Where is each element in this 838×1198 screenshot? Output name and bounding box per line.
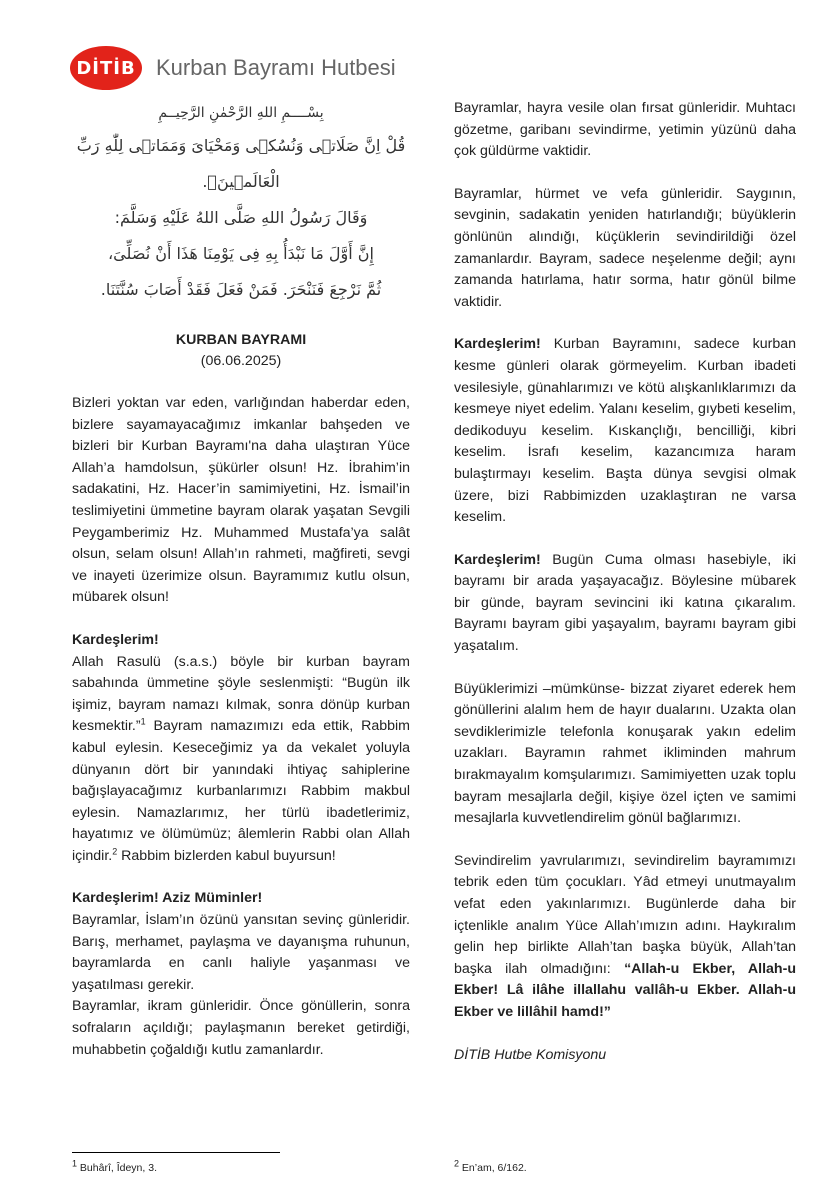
logo-text: DİTİB bbox=[76, 57, 136, 79]
footnote-1 bbox=[72, 1158, 157, 1174]
paragraph-hadith-part-1: Allah Rasulü (s.a.s.) böyle bir kurban bayram sabahında ümmetine şöyle seslenmişti: “Bugün ilk işimiz, bayram namazı kılmak, sonra dönüp kurban kesmektir.” bbox=[72, 653, 410, 735]
paragraph-text: Sevindirelim yavrularımızı, sevindirelim bayramımızı tebrik eden tüm çocukları. Yâd etmeyi unutmayalım vefat eden yakınlarımızı. Bugünlerde daha bir içtenlikle analım Yüce Allah’ımızın adını. Haykıralım gelin hep birlikte Allah’tan başka büyük, Allah’tan başka ilah olmadığını: bbox=[454, 852, 796, 977]
paragraph-text: Bugün Cuma olması hasebiyle, iki bayramı bir arada yaşayacağız. Böylesine mübarek bir günde, bayram sevincini iki katına çıkaralım. Bayramı bayram gibi yaşayalım, bayramı bayram gibi yaşatalım. bbox=[454, 551, 796, 655]
heading-aziz-muminler bbox=[72, 888, 410, 910]
heading-text: Kardeşlerim! bbox=[72, 631, 159, 648]
arabic-hadith-line-1: إِنَّ أَوَّلَ مَا نَبْدَأُ بِهِ فِى يَوْمِنَا هَذَا أَنْ نُصَلِّىَ، bbox=[108, 244, 374, 263]
page-header bbox=[70, 44, 396, 92]
takbir-text: “Allah-u Ekber, Allah-u Ekber! Lâ ilâhe illallahu vallâh-u Ekber. Allah-u Ekber ve lillâhil hamd!” bbox=[454, 960, 796, 1020]
ditib-logo bbox=[70, 46, 142, 90]
paragraph-firsat: Bayramlar, hayra vesile olan fırsat günleridir. Muhtacı gözetme, garibanı sevindirme, yetimin yüzünü daha çok güldürme vaktidir. bbox=[454, 100, 796, 160]
paragraph-hadith-part-2: Bayram namazımızı eda ettik, Rabbim kabul eylesin. Kesecеğimiz ya da vekalet yoluyla dünyanın dört bir yanındaki ihtiyaç sahiplerine bağışlayacağımız kurbanlarımızı Rabbim makbul eylesin. Namazlarımız, her türlü ibadetlerimiz, hayatımız ve ölümümüz; âlemlerin Rabbi olan Allah içindir. bbox=[72, 718, 410, 864]
inline-bold: Kardeşlerim! bbox=[454, 336, 541, 353]
arabic-hadith-intro: وَقَالَ رَسُولُ اللهِ صَلَّى اللهُ عَلَيْهِ وَسَلَّمَ: bbox=[114, 208, 368, 227]
paragraph-bayram-sevinc: Bayramlar, İslam’ın özünü yansıtan sevinç günleridir. Barış, merhamet, paylaşma ve dayanışma ruhunun, bayramlarda en canlı haliyle yaşanması ve yaşatılması gerekir. bbox=[72, 912, 410, 993]
paragraph-intro: Bizleri yoktan var eden, varlığından haberdar eden, bizlere sayamayacağımız imkanlar bahşeden ve bizleri bir Kurban Bayramı'na daha ulaştıran Yüce Allah’a hamdolsun, şükürler olsun! Hz. İbrahim’in sadakatini, Hz. Hacer’in samimiyetini, Hz. İsmail’in teslimiyetini ümmetine bayram olarak yaşatan Sevgili Peygamberimiz Hz. Muhammed Mustafa’ya salât olsun, selam olsun! Allah’ın rahmeti, mağfireti, sevgi ve inayeti üzerimize olsun. Bayramımız kutlu olsun, mübarek olsun! bbox=[72, 395, 410, 606]
right-column bbox=[454, 98, 796, 1066]
signature: DİTİB Hutbe Komisyonu bbox=[454, 1046, 607, 1063]
paragraph-bayram-ikram: Bayramlar, ikram günleridir. Önce gönüllerin, sonra sofraların açıldığı; paylaşmanın bereket getirdiği, muhabbetin çoğaldığı kutlu zamanlardır. bbox=[72, 998, 410, 1058]
footnote-number: 2 bbox=[454, 1158, 460, 1169]
paragraph-ziyaret: Büyüklerimizi –mümkünse- bizzat ziyaret ederek hem gönüllerini alalım hem de hayır dualarını. Uzakta olan sevdiklerimizle telefonla konuşarak yakın edelim uzakları. Bayramın rahmet ikliminden mahrum bırakmayalım komşularımızı. Samimiyetten uzak toplu bayram mesajlarla değil, kişiye özel içten ve samimi mesajlarla kuvvetlendirelim gönül bağlarımızı. bbox=[454, 680, 796, 827]
paragraph-text: Kurban Bayramını, sadece kurban kesme günleri olarak görmeyelim. Kurban ibadeti vesilesiyle, günahlarımızı ve kötü alışkanlıklarımızı da kesmeye niyet edelim. Yalanı keselim, gıybeti keselim, dedikoduyu keselim. Kıskançlığı, bencilliği, kibri keselim. İsrafı keselim, kazancımıza haram bulaştırmayı keselim. Başta dünya sevgisi olmak üzere, bizi Rabbimizden uzaklaştıran ne varsa keselim. bbox=[454, 336, 796, 526]
heading-text: Kardeşlerim! Aziz Müminler! bbox=[72, 890, 263, 907]
footnote-2 bbox=[454, 1158, 527, 1174]
arabic-hadith-line-2: ثُمَّ نَرْجِعَ فَنَنْحَرَ. فَمَنْ فَعَلَ فَقَدْ أَصَابَ سُنَّتَنَا. bbox=[100, 280, 382, 299]
page-title: Kurban Bayramı Hutbesi bbox=[156, 55, 396, 80]
paragraph-hadith bbox=[72, 652, 410, 868]
arabic-verse-line-1: قُلْ اِنَّ صَلَاتٖى وَنُسُكٖى وَمَحْيَاىَ وَمَمَاتٖى لِلّٰهِ رَبِّ الْعَالَمٖينَۙ. bbox=[76, 136, 406, 191]
paragraph-kurban-kesme bbox=[454, 334, 796, 528]
heading-kardeslerim bbox=[72, 630, 410, 652]
paragraph-hadith-part-3: Rabbim bizlerden kabul buyursun! bbox=[117, 847, 336, 864]
inline-bold: Kardeşlerim! bbox=[454, 551, 541, 568]
paragraph-cuma bbox=[454, 550, 796, 658]
left-column bbox=[72, 98, 410, 1061]
paragraph-sevindirelim bbox=[454, 851, 796, 1024]
paragraph-hurmet: Bayramlar, hürmet ve vefa günleridir. Saygının, sevginin, sadakatin yeniden hatırlandığı; büyüklerin gönlünün alındığı, küçüklerin sevindirildiği özel zamanlardır. Bayram, sadece neşelenme değil; aynı zamanda hatırlama, hatır sorma, hatır gönül bilme vaktidir. bbox=[454, 185, 796, 310]
footnote-text: En’am, 6/162. bbox=[459, 1162, 527, 1174]
footnote-number: 1 bbox=[72, 1158, 78, 1169]
footnote-divider bbox=[72, 1152, 280, 1153]
footnote-ref-2: 2 bbox=[112, 846, 118, 857]
footnote-ref-1: 1 bbox=[140, 716, 146, 727]
footnote-text: Buhârî, Îdeyn, 3. bbox=[77, 1162, 157, 1174]
arabic-basmala: بِسْــــمِ اللهِ الرَّحْمٰنِ الرَّحِيــمِ bbox=[158, 105, 324, 121]
sermon-date: (06.06.2025) bbox=[200, 353, 282, 369]
sermon-title: KURBAN BAYRAMI bbox=[175, 332, 307, 348]
